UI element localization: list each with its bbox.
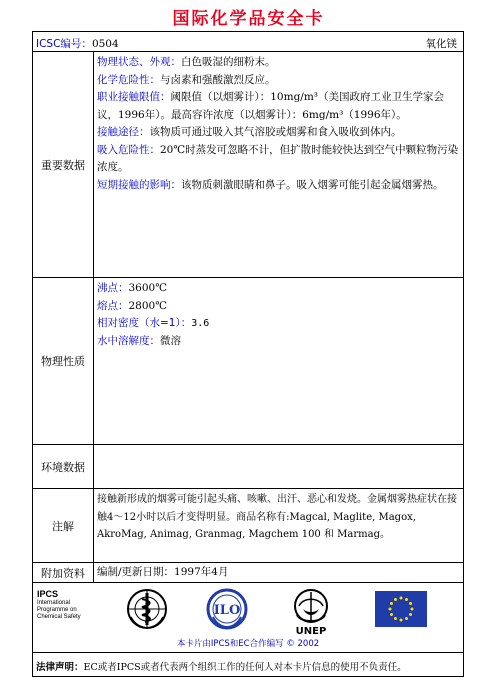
ipcs-title: IPCS	[37, 589, 59, 599]
icsc-id-value: 0504	[91, 38, 119, 50]
eu-star	[400, 619, 403, 622]
ilo-text: ILO	[213, 603, 241, 618]
eu-star	[409, 613, 412, 616]
ilo-emblem-icon	[205, 587, 249, 631]
eu-star	[409, 602, 412, 605]
notes-label: 注解	[33, 489, 94, 562]
important-line: 职业接触限值：阈限值（以烟雾计）：10mg/m³（美国政府工业卫生学家会议，1996年）。最高容许浓度（以烟雾计）：6mg/m³（1996年）。	[97, 91, 444, 121]
important-data-content	[94, 52, 463, 277]
safety-card	[32, 31, 464, 677]
physical-line: 熔点：2800℃	[97, 299, 167, 312]
eu-star	[405, 598, 408, 601]
eu-star	[394, 617, 397, 620]
physical-properties-row	[33, 278, 463, 445]
eu-star	[390, 602, 393, 605]
unep-emblem-icon	[289, 587, 333, 637]
additional-label: 附加资料	[33, 563, 94, 582]
physical-line: 相对密度（水=1）：3.6	[97, 317, 210, 329]
legal-statement	[36, 659, 407, 673]
physical-line: 水中溶解度：微溶	[97, 334, 181, 347]
eu-star	[390, 613, 393, 616]
eu-star	[411, 608, 414, 611]
environment-content	[94, 445, 463, 488]
environment-label: 环境数据	[33, 445, 94, 488]
important-line: 短期接触的影响：该物质刺激眼睛和鼻子。吸入烟雾可能引起金属烟雾热。	[97, 178, 444, 191]
additional-content: 编制/更新日期：1997年4月	[97, 566, 229, 578]
unep-text: UNEP	[295, 626, 327, 637]
eu-star	[389, 608, 392, 611]
notes-content: 接触新形成的烟雾可能引起头痛、咳嗽、出汗、恶心和发烧。金属烟雾热症状在接触4～12小时以后才变得明显。商品名称有:Magcal, Maglite, Magox, AkroMag, Animag, Granmag, Magchem 100 和 Marmag。	[97, 494, 457, 540]
eu-flag-icon	[375, 591, 427, 627]
eu-star	[400, 597, 403, 600]
card-title: 国际化学品安全卡	[172, 9, 325, 29]
icsc-id	[36, 36, 119, 51]
important-line: 吸入危险性：20℃时蒸发可忽略不计，但扩散时能较快达到空气中颗粒物污染浓度。	[97, 143, 459, 173]
important-line: 化学危险性：与卤素和强酸激烈反应。	[97, 73, 276, 86]
eu-star	[405, 617, 408, 620]
physical-properties-label: 物理性质	[33, 278, 94, 444]
logos-row	[33, 583, 463, 653]
eu-star	[394, 598, 397, 601]
legal-row	[33, 653, 463, 676]
icsc-id-label: ICSC编号：	[36, 38, 92, 50]
copyright-text: 本卡片由IPCS和EC合作编写 © 2002	[176, 639, 320, 649]
header-row	[33, 32, 463, 52]
physical-line: 沸点：3600℃	[97, 282, 167, 294]
environment-row	[33, 445, 463, 489]
substance-name: 氧化镁	[425, 38, 457, 50]
who-emblem-icon	[125, 587, 169, 631]
additional-row	[33, 563, 463, 583]
important-data-row	[33, 52, 463, 278]
notes-row	[33, 489, 463, 563]
important-line: 物理状态、外观：白色吸湿的细粉末。	[97, 56, 276, 68]
physical-properties-content	[94, 278, 463, 444]
ipcs-logo: IPCS International Programme on Chemical Safety	[37, 589, 81, 620]
legal-label: 法律声明：	[36, 662, 84, 673]
important-line: 接触途径：该物质可通过吸入其气溶胶或烟雾和食入吸收到体内。	[97, 126, 402, 138]
important-data-label: 重要数据	[33, 52, 94, 277]
legal-text: EC或者IPCS或者代表两个组织工作的任何人对本卡片信息的使用不负责任。	[83, 662, 407, 673]
